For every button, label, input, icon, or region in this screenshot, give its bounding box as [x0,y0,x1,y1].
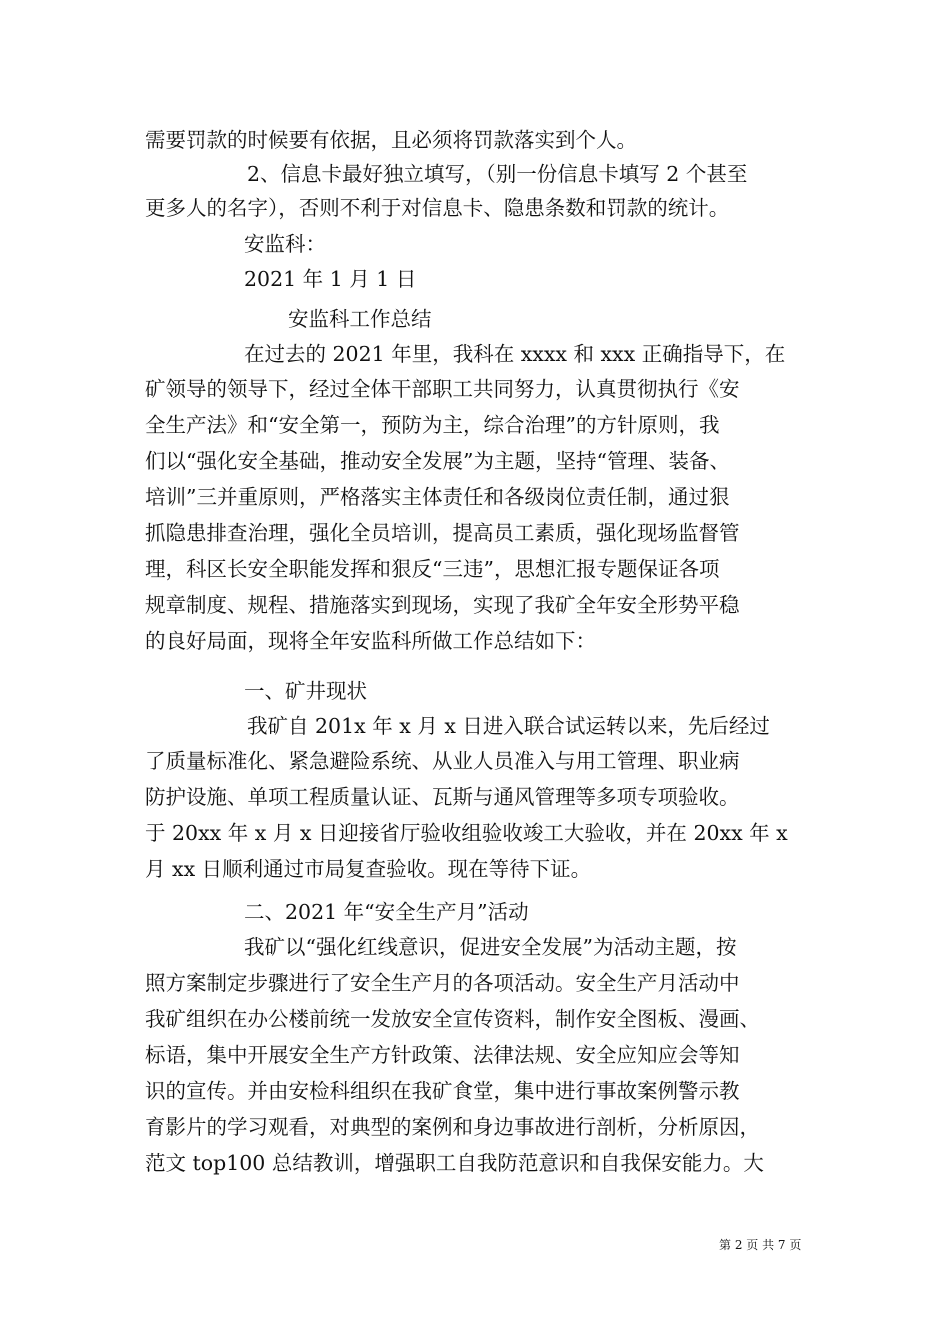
section-heading: 一、矿井现状 [244,679,367,703]
text-line: 安监科： [244,232,326,256]
text-line: 了质量标准化、紧急避险系统、从业人员准入与用工管理、职业病 [145,749,740,773]
text-line: 矿领导的领导下，经过全体干部职工共同努力，认真贯彻执行《安 [145,377,740,401]
text-line: 我矿自 201x 年 x 月 x 日进入联合试运转以来，先后经过 [247,714,770,738]
text-line: 在过去的 2021 年里，我科在 xxxx 和 xxx 正确指导下，在 [244,342,786,366]
section-title: 安监科工作总结 [288,307,432,331]
text-line: 防护设施、单项工程质量认证、瓦斯与通风管理等多项专项验收。 [145,785,740,809]
text-line: 的良好局面，现将全年安监科所做工作总结如下： [145,629,596,653]
text-line: 2、信息卡最好独立填写，（别一份信息卡填写 2 个甚至 [247,162,748,186]
text-line: 于 20xx 年 x 月 x 日迎接省厅验收组验收竣工大验收，并在 20xx 年 x [145,821,788,845]
text-line: 规章制度、规程、措施落实到现场，实现了我矿全年安全形势平稳 [145,593,740,617]
text-line: 需要罚款的时候要有依据，且必须将罚款落实到个人。 [145,128,637,152]
text-line: 更多人的名字），否则不利于对信息卡、隐患条数和罚款的统计。 [145,196,730,220]
page-number: 第 2 页 共 7 页 [719,1238,802,1252]
text-line: 抓隐患排查治理，强化全员培训，提高员工素质，强化现场监督管 [145,521,740,545]
text-line: 标语，集中开展安全生产方针政策、法律法规、安全应知应会等知 [145,1043,740,1067]
text-line: 培训”三并重原则，严格落实主体责任和各级岗位责任制，通过狠 [145,485,730,509]
text-line: 们以“强化安全基础，推动安全发展”为主题，坚持“管理、装备、 [145,449,730,473]
text-line: 全生产法》和“安全第一，预防为主，综合治理”的方针原则，我 [145,413,720,437]
text-line: 理，科区长安全职能发挥和狠反“三违”，思想汇报专题保证各项 [145,557,720,581]
text-line: 识的宣传。并由安检科组织在我矿食堂，集中进行事故案例警示教 [145,1079,740,1103]
text-line: 我矿组织在办公楼前统一发放安全宣传资料，制作安全图板、漫画、 [145,1007,760,1031]
text-line: 我矿以“强化红线意识，促进安全发展”为活动主题，按 [244,935,737,959]
text-line: 照方案制定步骤进行了安全生产月的各项活动。安全生产月活动中 [145,971,740,995]
text-line: 2021 年 1 月 1 日 [244,267,417,291]
text-line: 范文 top100 总结教训，增强职工自我防范意识和自我保安能力。大 [145,1151,764,1175]
text-line: 月 xx 日顺利通过市局复查验收。现在等待下证。 [145,857,592,881]
section-heading: 二、2021 年“安全生产月”活动 [244,900,529,924]
text-line: 育影片的学习观看，对典型的案例和身边事故进行剖析，分析原因， [145,1115,760,1139]
